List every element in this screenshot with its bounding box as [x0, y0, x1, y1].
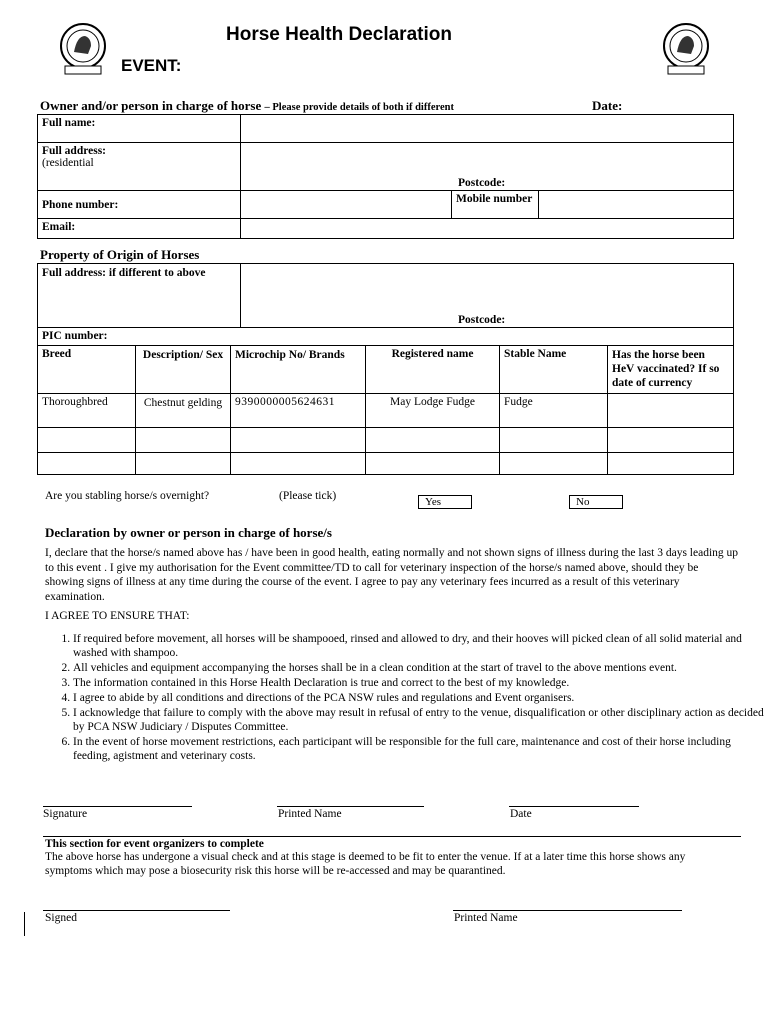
list-item: 2. All vehicles and equipment accompanying the horses shall be in a clean condition at the start of travel to the above mentions event.: [73, 661, 768, 675]
full-address-cell: [38, 143, 241, 191]
pca-nsw-logo-left: [55, 20, 111, 76]
description-cell[interactable]: [136, 428, 231, 453]
table-row: [38, 428, 734, 453]
agreement-list: [45, 632, 768, 764]
registered-name-cell[interactable]: [366, 453, 500, 475]
list-item: 3. The information contained in this Horse Health Declaration is true and correct to the best of my knowledge.: [73, 676, 768, 690]
registered-name-cell[interactable]: May Lodge Fudge: [366, 394, 500, 428]
organizer-printed-name-label: Printed Name: [454, 912, 518, 924]
printed-name-line[interactable]: [277, 806, 424, 807]
table-row: [38, 394, 734, 428]
no-checkbox[interactable]: No: [569, 495, 623, 509]
property-address-field[interactable]: [241, 264, 734, 328]
event-label: EVENT:: [121, 56, 182, 75]
property-heading: Property of Origin of Horses: [40, 247, 200, 262]
stable-name-cell[interactable]: Fudge: [500, 394, 608, 428]
full-address-field[interactable]: [241, 143, 734, 191]
declaration-heading: Declaration by owner or person in charge of horse/s: [45, 525, 332, 540]
breed-cell[interactable]: Thoroughbred: [38, 394, 136, 428]
column-description: Description/ Sex: [136, 346, 231, 394]
breed-cell[interactable]: [38, 453, 136, 475]
document-title: Horse Health Declaration: [226, 24, 452, 45]
column-microchip: Microchip No/ Brands: [231, 346, 366, 394]
owner-postcode-label: Postcode:: [458, 177, 506, 189]
list-item: 5. I acknowledge that failure to comply with the above may result in refusal of entry to the venue, disqualification or other disciplinary action as decided by PCA NSW Judiciary / Disputes Committee.: [73, 706, 768, 734]
email-label: Email:: [38, 219, 241, 239]
owner-table: [37, 114, 734, 239]
registered-name-cell[interactable]: [366, 428, 500, 453]
signature-label: Signature: [43, 808, 88, 820]
stable-name-cell[interactable]: [500, 428, 608, 453]
breed-cell[interactable]: [38, 428, 136, 453]
hev-cell[interactable]: [608, 453, 734, 475]
table-row: [38, 453, 734, 475]
full-name-field[interactable]: [241, 115, 734, 143]
mobile-label: Mobile number: [452, 191, 539, 219]
date-line[interactable]: [509, 806, 639, 807]
printed-name-label: Printed Name: [278, 808, 342, 820]
list-item: 1. If required before movement, all horses will be shampooed, rinsed and allowed to dry, and their hooves will picked clean of all solid material and washed with shampoo.: [73, 632, 768, 660]
signed-label: Signed: [45, 912, 77, 924]
list-item: 4. I agree to abide by all conditions and directions of the PCA NSW rules and regulations and Event organisers.: [73, 691, 768, 705]
column-registered-name: Registered name: [366, 346, 500, 394]
property-address-label: Full address: if different to above: [38, 264, 241, 328]
microchip-cell[interactable]: [231, 453, 366, 475]
mobile-field[interactable]: [539, 191, 734, 219]
property-table: [37, 263, 734, 346]
stabling-note: (Please tick): [279, 490, 337, 502]
organizer-printed-name-line[interactable]: [453, 910, 682, 911]
phone-label: Phone number:: [38, 191, 241, 219]
microchip-cell[interactable]: [231, 428, 366, 453]
date-label: Date:: [592, 98, 623, 113]
date-signature-label: Date: [510, 808, 532, 820]
owner-heading-note: – Please provide details of both if different: [264, 102, 454, 113]
stable-name-cell[interactable]: [500, 453, 608, 475]
organizers-body: The above horse has undergone a visual check and at this stage is deemed to be fit to enter the venue. If at a later time this horse shows any symptoms which may pose a biosecurity risk this horse will be re-accessed and may be quarantined.: [45, 851, 686, 877]
yes-checkbox[interactable]: Yes: [418, 495, 472, 509]
owner-heading: [40, 98, 454, 114]
phone-field[interactable]: [241, 191, 452, 219]
section-divider: [43, 836, 741, 837]
signed-line[interactable]: [43, 910, 230, 911]
horses-table: [37, 345, 734, 475]
organizers-heading: This section for event organizers to complete: [45, 838, 264, 850]
column-hev-vaccinated: Has the horse been HeV vaccinated? If so date of currency: [608, 346, 734, 394]
column-breed: Breed: [38, 346, 136, 394]
column-stable-name: Stable Name: [500, 346, 608, 394]
stabling-question: Are you stabling horse/s overnight?: [45, 490, 210, 502]
email-field[interactable]: [241, 219, 734, 239]
full-address-label: Full address:: [42, 145, 107, 157]
description-cell[interactable]: Chestnut gelding: [136, 394, 231, 428]
description-cell[interactable]: [136, 453, 231, 475]
list-item: 6. In the event of horse movement restrictions, each participant will be responsible for the full care, maintenance and cost of their horse including feeding, agistment and veterinary costs.: [73, 735, 768, 763]
full-name-label: Full name:: [38, 115, 241, 143]
horses-header-row: [38, 346, 734, 394]
agree-heading: I AGREE TO ENSURE THAT:: [45, 610, 190, 622]
hev-cell[interactable]: [608, 428, 734, 453]
property-postcode-label: Postcode:: [458, 314, 506, 326]
hev-cell[interactable]: [608, 394, 734, 428]
microchip-cell[interactable]: 9390000005624631: [231, 394, 366, 428]
owner-heading-text: Owner and/or person in charge of horse: [40, 98, 262, 113]
signature-line[interactable]: [43, 806, 192, 807]
pca-nsw-logo-right: [658, 20, 714, 76]
residential-label: (residential: [42, 157, 94, 169]
declaration-body: I, declare that the horse/s named above has / have been in good health, eating normally and not shown signs of illness during the last 3 days leading up to this event . I give my authorisation for the Event committee/TD to call for veterinary inspection of the horse/s named above, should they be showing signs of illness at any time during the course of the event. I agree to pay any veterinary fees incurred as a result of this veterinary examination.: [45, 547, 739, 603]
pic-number-label: PIC number:: [38, 328, 734, 346]
margin-mark: [24, 912, 25, 936]
